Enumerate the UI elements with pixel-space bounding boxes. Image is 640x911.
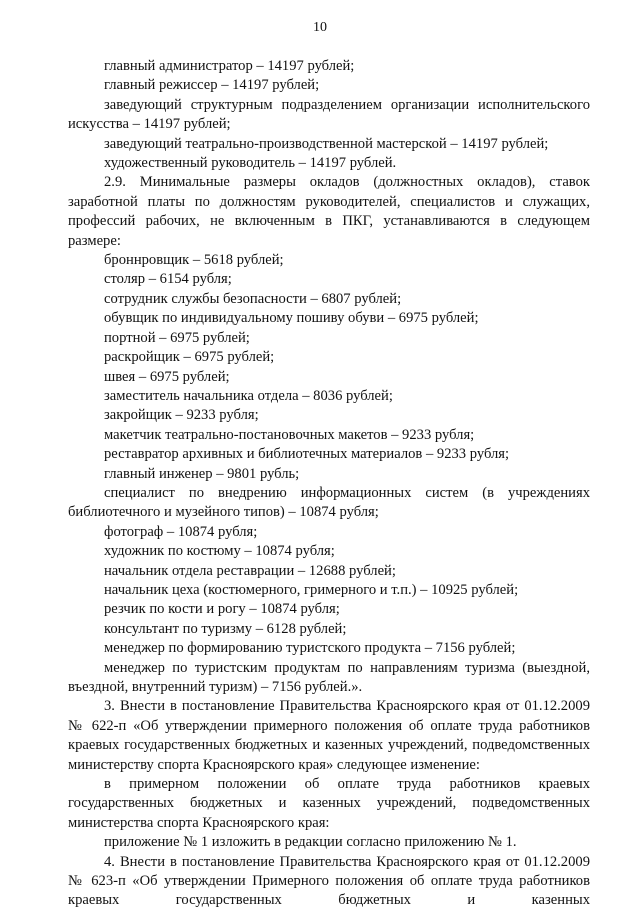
section-3-subclause: в примерном положении об оплате труда работников краевых государственных бюджетных и казенных учреждений, подведомственных министерства спорта Красноярского края:	[68, 776, 590, 831]
list-item: обувщик по индивидуальному пошиву обуви – 6975 рублей;	[104, 310, 479, 327]
text-line: главный режиссер – 14197 рублей;	[104, 77, 320, 94]
list-item: главный инженер – 9801 рубль;	[104, 465, 300, 482]
section-3-end: приложение № 1 изложить в редакции согласно приложению № 1.	[104, 834, 517, 851]
list-item: столяр – 6154 рубля;	[104, 271, 232, 288]
section-2-9: 2.9. Минимальные размеры окладов (должностных окладов), ставок заработной платы по должностям руководителей, специалистов и служащих, профессий рабочих, не включенным в ПКГ, устанавливаются в следующем размере:	[68, 174, 590, 249]
list-item: реставратор архивных и библиотечных материалов – 9233 рубля;	[104, 446, 510, 463]
paragraph: заведующий структурным подразделением организации исполнительского искусства – 14197 рублей;	[68, 96, 590, 133]
list-item: специалист по внедрению информационных систем (в учреждениях библиотечного и музейного типов) – 10874 рубля;	[68, 484, 590, 521]
list-item: менеджер по туристским продуктам по направлениям туризма (выездной, въездной, внутренний туризм) – 7156 рублей.».	[68, 659, 590, 695]
section-4: 4. Внести в постановление Правительства Красноярского края от 01.12.2009 № 623-п «Об утверждении Примерного положения об оплате труда работников краевых государственных бюджетных и казенных	[68, 853, 590, 909]
document-body	[68, 57, 590, 911]
list-item: менеджер по формированию туристского продукта – 7156 рублей;	[104, 640, 516, 657]
list-item: начальник цеха (костюмерного, гримерного и т.п.) – 10925 рублей;	[104, 581, 519, 598]
list-item: заместитель начальника отдела – 8036 рублей;	[104, 387, 393, 404]
list-item: закройщик – 9233 рубля;	[104, 407, 259, 424]
list-item: резчик по кости и рогу – 10874 рубля;	[104, 601, 340, 618]
text-line: заведующий театрально-производственной мастерской – 14197 рублей;	[104, 135, 549, 152]
list-item: консультант по туризму – 6128 рублей;	[104, 620, 347, 637]
list-item: швея – 6975 рублей;	[104, 368, 230, 385]
list-item: художник по костюму – 10874 рубля;	[104, 543, 335, 560]
list-item: броннровщик – 5618 рублей;	[104, 252, 284, 269]
list-item: сотрудник службы безопасности – 6807 рублей;	[104, 290, 402, 307]
list-item: макетчик театрально-постановочных макетов – 9233 рубля;	[104, 426, 475, 443]
text-line: главный администратор – 14197 рублей;	[104, 58, 355, 74]
text-line: художественный руководитель – 14197 рублей.	[104, 155, 397, 172]
section-3: 3. Внести в постановление Правительства Красноярского края от 01.12.2009 № 622-п «Об утверждении примерного положения об оплате труда работников краевых государственных бюджетных и казенных учреждений, подведомственных министерству спорта Красноярского края» следующее изменение:	[68, 698, 590, 773]
list-item: раскройщик – 6975 рублей;	[104, 349, 275, 366]
list-item: начальник отдела реставрации – 12688 рублей;	[104, 562, 396, 579]
list-item: портной – 6975 рублей;	[104, 329, 250, 346]
page-number: 10	[313, 20, 327, 35]
list-item: фотограф – 10874 рубля;	[104, 523, 258, 540]
